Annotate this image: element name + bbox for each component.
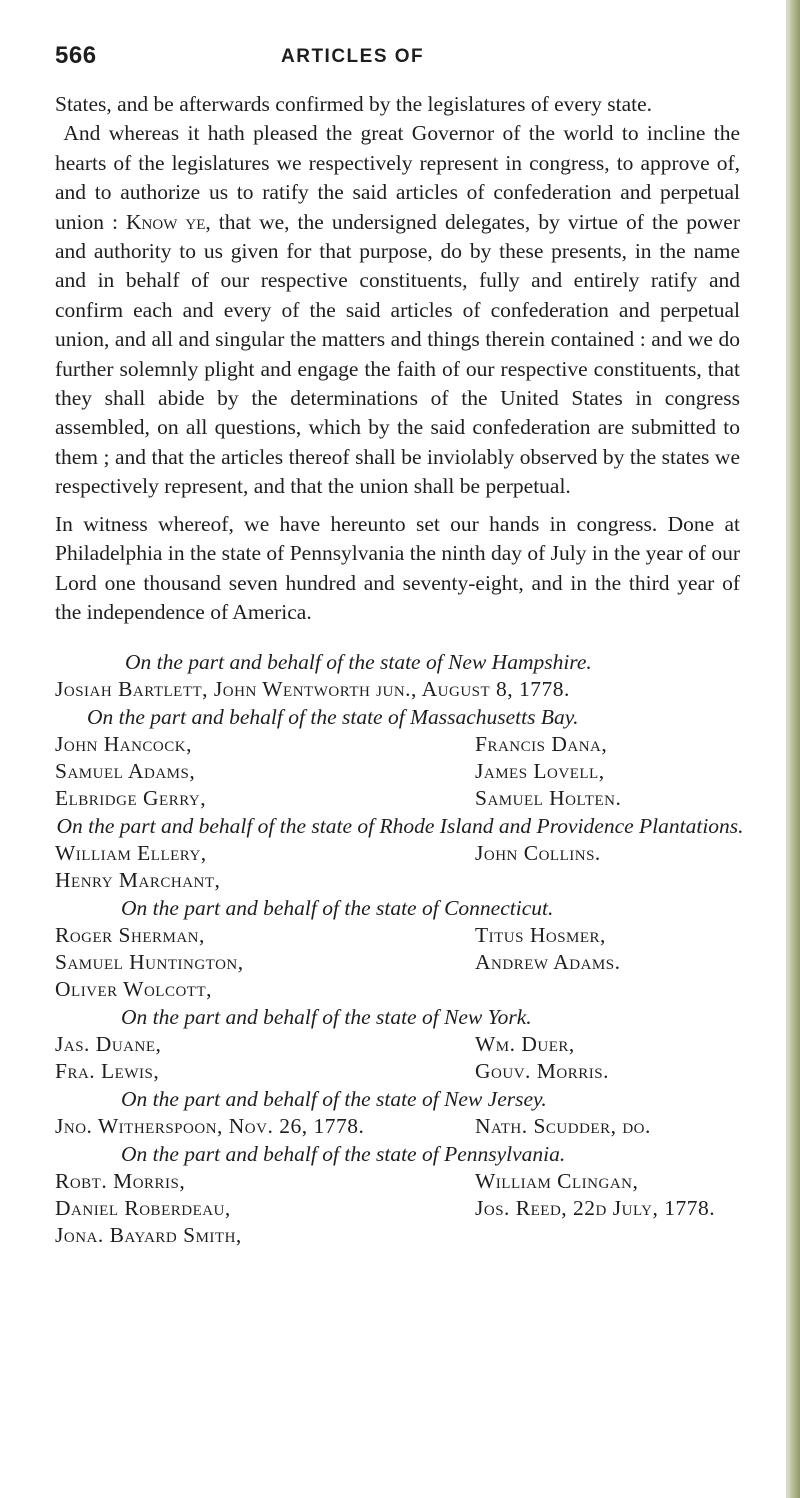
page-binding-edge xyxy=(786,0,800,1498)
signatory-name: Nath. Scudder, do. xyxy=(475,1114,651,1138)
signatory-name: Gouv. Morris. xyxy=(475,1059,609,1083)
signature-row xyxy=(55,1058,745,1085)
signature-row xyxy=(55,976,745,1003)
body-text xyxy=(55,90,740,627)
signatory-name: Andrew Adams. xyxy=(475,950,621,974)
signature-row xyxy=(55,1113,745,1140)
page-number: 566 xyxy=(55,42,97,69)
signatory-name: John Hancock, xyxy=(55,732,192,756)
signature-row xyxy=(55,1222,745,1249)
paragraph-2-lead: Know ye, xyxy=(126,209,211,234)
delegation-heading: On the part and behalf of the state of Pennsylvania. xyxy=(121,1142,566,1166)
signature-row xyxy=(55,922,745,949)
signatory-name: Oliver Wolcott, xyxy=(55,977,212,1001)
running-title: ARTICLES OF xyxy=(281,46,425,67)
signatory-name: Josiah Bartlett, John Wentworth jun., August 8, 1778. xyxy=(55,677,570,701)
signatory-name: Jos. Reed, 22d July, 1778. xyxy=(475,1196,716,1220)
signature-row xyxy=(55,1031,745,1058)
signatory-name: Daniel Roberdeau, xyxy=(55,1196,231,1220)
signature-block xyxy=(55,648,745,1249)
signatory-name: James Lovell, xyxy=(475,759,605,783)
paragraph-3: In witness whereof, we have hereunto set our hands in congress. Done at Philadelphia in the state of Pennsylvania the ninth day of July in the year of our Lord one thousand seven hundred and seventy-eight, and in the third year of the independence of America. xyxy=(55,511,740,624)
delegation-heading: On the part and behalf of the state of New Hampshire. xyxy=(125,650,592,674)
delegation-heading: On the part and behalf of the state of New York. xyxy=(121,1005,532,1029)
signatory-name: Wm. Duer, xyxy=(475,1032,575,1056)
signatory-name: Titus Hosmer, xyxy=(475,923,606,947)
signature-row xyxy=(55,949,745,976)
signature-row xyxy=(55,758,745,785)
paragraph-2-post: that we, the undersigned delegates, by virtue of the power and authority to us given for that purpose, do by these presents, in the name and in behalf of our respective constituents, fully and entirely ratify and confirm each and every of the said articles of confederation and perpetual union, and all and singular the matters and things therein contained : and we do further solemnly plight and engage the faith of our respective constituents, that they shall abide by the determinations of the United States in congress assembled, on all questions, which by the said confederation are submitted to them ; and that the articles thereof shall be inviolably observed by the states we respectively represent, and that the union shall be perpetual. xyxy=(55,209,740,499)
signatory-name: Francis Dana, xyxy=(475,732,608,756)
signature-row xyxy=(55,676,745,703)
delegation-heading: On the part and behalf of the state of Rhode Island and Providence Plantations. xyxy=(56,814,744,838)
page-header xyxy=(55,42,745,78)
signature-row xyxy=(55,840,745,867)
signature-row xyxy=(55,867,745,894)
delegation-heading: On the part and behalf of the state of Connecticut. xyxy=(121,896,554,920)
signatory-name: Samuel Huntington, xyxy=(55,950,244,974)
signatory-name: Jas. Duane, xyxy=(55,1032,162,1056)
signatory-name: Samuel Holten. xyxy=(475,786,622,810)
signatory-name: Robt. Morris, xyxy=(55,1169,186,1193)
signature-row xyxy=(55,1168,745,1195)
signatory-name: William Clingan, xyxy=(475,1169,639,1193)
paragraph-1: States, and be afterwards confirmed by the legislatures of every state. xyxy=(55,92,653,116)
delegation-heading: On the part and behalf of the state of Massachusetts Bay. xyxy=(87,705,579,729)
delegation-heading: On the part and behalf of the state of New Jersey. xyxy=(121,1087,547,1111)
signatory-name: William Ellery, xyxy=(55,841,207,865)
signatory-name: Samuel Adams, xyxy=(55,759,196,783)
signatory-name: Elbridge Gerry, xyxy=(55,786,207,810)
signatory-name: Jona. Bayard Smith, xyxy=(55,1223,242,1247)
signatory-name: Henry Marchant, xyxy=(55,868,221,892)
signatory-name: Roger Sherman, xyxy=(55,923,205,947)
signature-row xyxy=(55,785,745,812)
signatory-name: Jno. Witherspoon, Nov. 26, 1778. xyxy=(55,1114,365,1138)
signature-row xyxy=(55,1195,745,1222)
paragraph-2-pre: And whereas it hath pleased the great Governor of the world to incline the hearts of the legislatures we respectively represent in congress, to approve of, and to authorize us to ratify the said articles of confederation and perpetual union : xyxy=(55,121,741,234)
signature-row xyxy=(55,731,745,758)
signatory-name: John Collins. xyxy=(475,841,601,865)
paragraph-2 xyxy=(55,119,740,501)
signatory-name: Fra. Lewis, xyxy=(55,1059,160,1083)
